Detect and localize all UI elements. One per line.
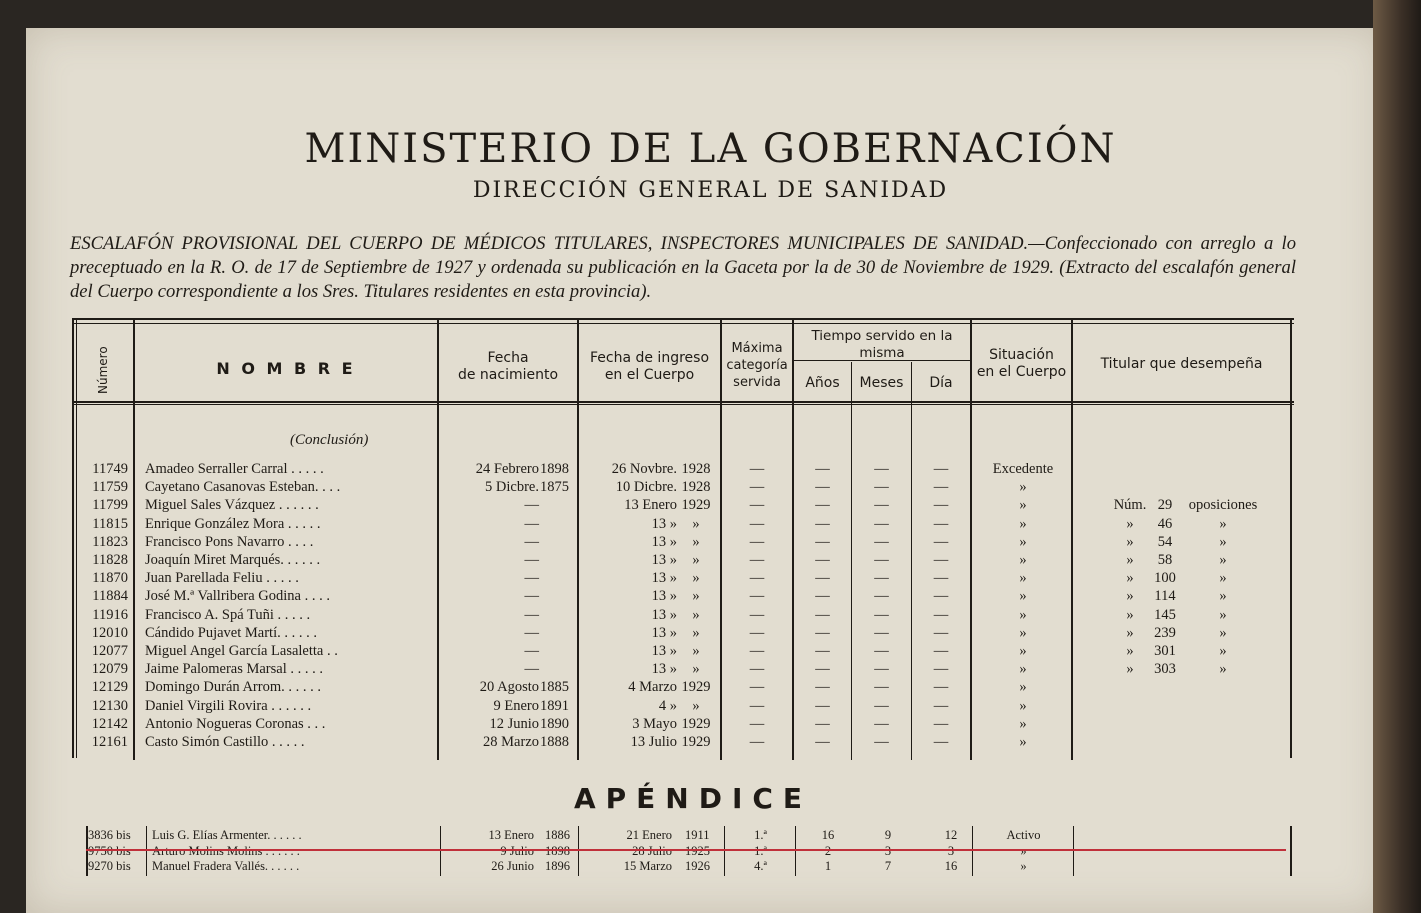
row-max-category: — [749,588,765,605]
row-titular-prefix: » [1126,588,1134,605]
row-name: Antonio Nogueras Coronas . . . [145,715,326,732]
row-entry-date: 13 » [651,588,677,605]
row-situation: » [1019,624,1027,641]
row-name: Francisco Pons Navarro . . . . [145,533,314,550]
row-entry-year: 1928 [681,479,711,496]
row-birth-date: — [524,533,539,550]
row-titular-type: » [1219,624,1227,641]
row-entry-year: 1928 [681,461,711,477]
row-years: — [815,533,830,550]
row-birth-date: — [524,570,539,587]
row-titular-prefix: » [1126,552,1134,568]
row-birth-year: 1896 [545,859,570,873]
row-number: 12142 [91,715,128,732]
row-titular-number: 29 [1157,497,1173,514]
row-titular-number: 301 [1154,643,1176,659]
row-titular-prefix: » [1126,606,1134,623]
row-days: — [933,515,949,532]
row-titular-number: 46 [1157,515,1173,532]
row-entry-year: 1929 [681,715,711,732]
row-birth-date: 20 Agosto [479,679,539,696]
row-days: — [933,497,949,514]
row-max-category: — [749,606,765,623]
row-titular-prefix: » [1126,533,1134,550]
row-number: 11815 [92,515,128,532]
row-titular-type: » [1219,606,1227,623]
row-days: 16 [944,859,958,873]
row-number: 11823 [92,533,128,550]
row-name: Joaquín Miret Marqués. . . . . . [145,552,321,568]
row-titular-number: 145 [1154,606,1176,623]
row-birth-date: — [524,588,539,605]
row-days: — [933,661,949,678]
row-situation: » [1020,859,1027,873]
row-entry-year: » [692,533,700,550]
row-titular-number: 303 [1154,661,1176,678]
row-months: — [874,606,889,623]
row-entry-year: » [692,552,700,568]
row-number: 9270 bis [88,859,131,873]
row-years: 16 [821,828,835,842]
row-number: 12129 [91,679,128,696]
row-days: — [933,643,949,659]
row-birth-date: 28 Marzo [483,734,539,750]
row-entry-year: 1911 [685,828,710,842]
row-months: — [874,715,889,732]
col-header-situacion: Situación en el Cuerpo [976,347,1067,380]
row-days: — [933,570,949,587]
row-months: — [874,479,889,496]
row-years: — [815,479,830,496]
row-titular-prefix: » [1126,624,1134,641]
row-birth-date: 5 Dicbre. [485,479,539,496]
row-entry-date: 13 » [651,552,677,568]
row-titular-number: 100 [1154,570,1176,587]
row-situation: » [1019,497,1027,514]
row-birth-date: — [524,624,539,641]
direction-subtitle: DIRECCIÓN GENERAL DE SANIDAD [472,178,949,203]
row-years: — [815,552,830,568]
row-titular-prefix: » [1126,661,1134,678]
row-years: — [815,624,830,641]
row-birth-year: 1890 [540,715,569,732]
row-max-category: — [749,643,765,659]
row-entry-year: » [692,515,700,532]
row-birth-date: — [524,643,539,659]
row-entry-date: 3 Mayo [632,715,677,732]
row-name: Domingo Durán Arrom. . . . . . [145,679,321,696]
row-months: — [874,497,889,514]
col-header-ingreso: Fecha de ingreso en el Cuerpo [589,350,710,383]
row-number: 12079 [91,661,128,678]
row-entry-date: 13 » [651,570,677,587]
row-entry-date: 13 Enero [624,497,677,514]
row-entry-date: 4 Marzo [628,679,677,696]
row-years: — [815,697,830,714]
row-birth-year: 1898 [540,461,569,477]
row-entry-year: » [692,588,700,605]
row-number: 11916 [92,606,128,623]
row-number: 12010 [91,624,128,641]
row-months: — [874,679,889,696]
row-entry-year: » [692,570,700,587]
row-situation: » [1019,661,1027,678]
row-entry-date: 4 » [658,697,677,714]
row-titular-type: » [1219,515,1227,532]
row-name: José M.ª Vallribera Godina . . . . [145,588,330,605]
row-birth-year: 1891 [540,697,569,714]
row-titular-number: 58 [1157,552,1173,568]
row-months: 7 [884,859,892,873]
row-birth-year: 1888 [540,734,569,750]
col-header-maxima: Máxima categoría servida [726,341,788,390]
row-situation: » [1019,570,1027,587]
row-days: — [933,552,949,568]
row-years: — [815,643,830,659]
row-situation: Activo [1006,828,1041,842]
row-number: 12130 [91,697,128,714]
row-entry-date: 13 » [651,661,677,678]
row-birth-year: 1886 [545,828,570,842]
row-max-category: — [749,679,765,696]
row-titular-type: » [1219,533,1227,550]
row-months: 9 [884,828,892,842]
row-number: 11749 [92,461,128,477]
row-days: — [933,624,949,641]
row-name: Cándido Pujavet Martí. . . . . . [145,624,317,641]
row-situation: » [1019,552,1027,568]
row-months: — [874,515,889,532]
row-name: Luis G. Elías Armenter. . . . . . [152,828,302,842]
row-entry-date: 13 » [651,606,677,623]
apendice-title: APÉNDICE [573,782,813,815]
row-entry-year: » [692,661,700,678]
row-birth-year: 1875 [540,479,569,496]
row-max-category: — [749,624,765,641]
row-number: 3836 bis [88,828,131,842]
row-titular-type: » [1219,570,1227,587]
row-entry-year: 1929 [681,679,711,696]
row-birth-date: 13 Enero [488,828,534,842]
row-entry-year: » [692,643,700,659]
row-birth-date: — [524,606,539,623]
row-days: 12 [944,828,958,842]
ministry-title: MINISTERIO DE LA GOBERNACIÓN [304,126,1117,172]
row-situation: » [1019,697,1027,714]
row-days: — [933,588,949,605]
row-months: — [874,624,889,641]
row-max-category: — [749,661,765,678]
row-months: — [874,552,889,568]
row-titular-prefix: » [1126,643,1134,659]
strikethrough-line [86,849,1286,851]
row-number: 12161 [91,734,128,750]
row-name: Juan Parellada Feliu . . . . . [145,570,299,587]
row-max-category: — [749,715,765,732]
col-header-meses: Meses [859,375,904,391]
row-max-category: — [749,497,765,514]
col-header-nombre: N O M B R E [216,359,356,378]
row-titular-prefix: » [1126,570,1134,587]
row-days: — [933,697,949,714]
row-max-category: — [749,479,765,496]
row-months: — [874,588,889,605]
row-situation: » [1019,479,1027,496]
row-situation: Excedente [992,461,1054,477]
row-number: 11828 [92,552,128,568]
row-name: Miguel Sales Vázquez . . . . . . [145,497,319,514]
row-birth-date: 24 Febrero [475,461,539,477]
row-entry-year: » [692,624,700,641]
row-max-category: 1.ª [754,828,767,842]
row-number: 12077 [91,643,128,659]
row-titular-type: » [1219,588,1227,605]
row-years: — [815,515,830,532]
row-entry-date: 13 » [651,515,677,532]
row-max-category: 4.ª [754,859,767,873]
row-months: — [874,570,889,587]
col-header-numero: Número [96,346,110,394]
row-situation: » [1019,515,1027,532]
row-max-category: — [749,461,765,477]
row-months: — [874,697,889,714]
row-years: — [815,570,830,587]
row-situation: » [1019,533,1027,550]
col-header-anos: Años [805,375,840,391]
row-name: Casto Simón Castillo . . . . . [145,734,305,750]
row-titular-number: 239 [1154,624,1176,641]
row-max-category: — [749,570,765,587]
row-years: — [815,734,830,750]
row-years: 1 [824,859,832,873]
row-titular-type: » [1219,661,1227,678]
row-name: Daniel Virgili Rovira . . . . . . [145,697,312,714]
row-years: — [815,461,830,477]
row-name: Miguel Angel García Lasaletta . . [145,643,338,659]
row-entry-date: 13 » [651,624,677,641]
row-days: — [933,461,949,477]
row-titular-type: oposiciones [1188,497,1258,514]
row-titular-number: 54 [1157,533,1173,550]
row-days: — [933,479,949,496]
row-months: — [874,461,889,477]
row-number: 11799 [92,497,128,514]
row-months: — [874,661,889,678]
row-birth-date: — [524,661,539,678]
row-max-category: — [749,697,765,714]
description-paragraph: ESCALAFÓN PROVISIONAL DEL CUERPO DE MÉDICOS TITULARES, INSPECTORES MUNICIPALES DE SANIDAD.—Confeccionado con arreglo a lo preceptuado en la R. O. de 17 de Septiembre de 1927 y ordenada su publicación en la Gaceta por la de 30 de Noviembre de 1929. (Extracto del escalafón general del Cuerpo correspondiente a los Sres. Titulares residentes en esta provincia). [70,233,1296,302]
row-birth-date: — [524,515,539,532]
row-situation: » [1019,715,1027,732]
row-birth-date: — [524,497,539,514]
row-birth-date: — [524,552,539,568]
row-entry-date: 15 Marzo [623,859,672,873]
row-titular-prefix: » [1126,515,1134,532]
row-entry-date: 13 Julio [630,734,677,750]
row-max-category: — [749,515,765,532]
row-days: — [933,533,949,550]
row-days: — [933,679,949,696]
row-max-category: — [749,734,765,750]
row-name: Francisco A. Spá Tuñi . . . . . [145,606,311,623]
row-years: — [815,588,830,605]
row-situation: » [1019,588,1027,605]
conclusion-note: (Conclusión) [290,432,369,448]
row-entry-date: 13 » [651,643,677,659]
row-birth-date: 26 Junio [491,859,534,873]
row-entry-date: 26 Novbre. [611,461,677,477]
row-days: — [933,734,949,750]
row-years: — [815,497,830,514]
row-situation: » [1019,606,1027,623]
row-entry-year: 1929 [681,734,711,750]
row-number: 11759 [92,479,128,496]
row-years: — [815,679,830,696]
row-titular-prefix: Núm. [1113,497,1147,514]
row-entry-date: 13 » [651,533,677,550]
col-header-fecha-nac: Fecha de nacimiento [457,350,559,383]
row-name: Enrique González Mora . . . . . [145,515,321,532]
row-days: — [933,715,949,732]
row-max-category: — [749,552,765,568]
col-header-tiempo: Tiempo servido en la misma [811,328,953,361]
row-years: — [815,606,830,623]
row-entry-year: » [692,697,700,714]
row-number: 11884 [92,588,128,605]
row-birth-date: 12 Junio [489,715,539,732]
row-months: — [874,533,889,550]
row-entry-date: 10 Dicbre. [615,479,677,496]
row-months: — [874,734,889,750]
row-entry-date: 21 Enero [626,828,672,842]
row-days: — [933,606,949,623]
row-months: — [874,643,889,659]
row-situation: » [1019,679,1027,696]
col-header-dia: Día [929,375,953,391]
row-situation: » [1019,734,1027,750]
row-entry-year: 1926 [685,859,710,873]
row-name: Manuel Fradera Vallés. . . . . . [152,859,300,873]
row-max-category: — [749,533,765,550]
col-header-titular: Titular que desempeña [1100,356,1263,372]
row-years: — [815,661,830,678]
row-name: Cayetano Casanovas Esteban. . . . [145,479,341,496]
row-birth-year: 1885 [540,679,569,696]
row-situation: » [1019,643,1027,659]
row-titular-type: » [1219,552,1227,568]
row-entry-year: » [692,606,700,623]
row-titular-type: » [1219,643,1227,659]
row-name: Amadeo Serraller Carral . . . . . [145,461,324,477]
row-name: Jaime Palomeras Marsal . . . . . [145,661,323,678]
row-entry-year: 1929 [681,497,711,514]
row-birth-date: 9 Enero [493,697,539,714]
row-years: — [815,715,830,732]
row-titular-number: 114 [1154,588,1176,605]
row-number: 11870 [92,570,128,587]
